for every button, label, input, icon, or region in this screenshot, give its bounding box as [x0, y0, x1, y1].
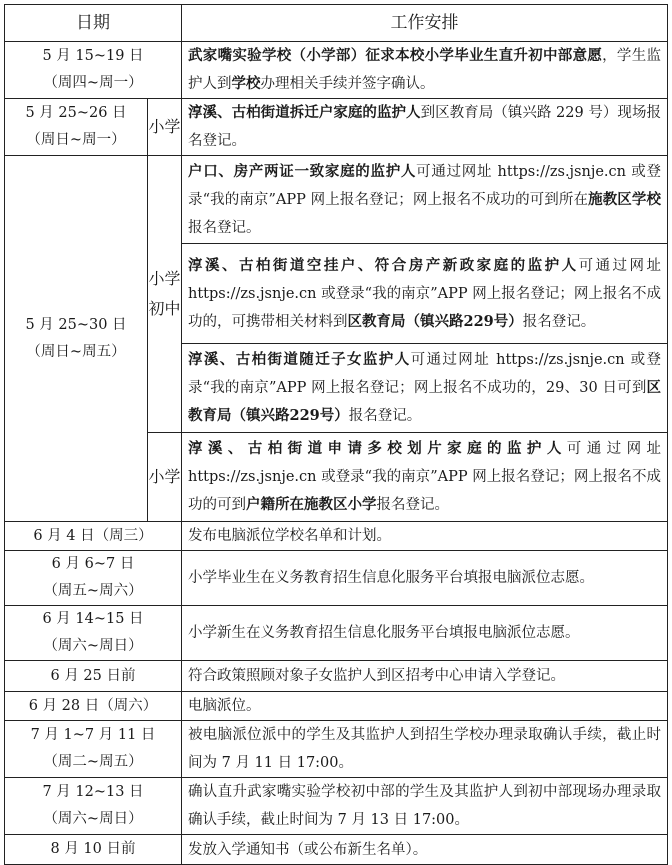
text: 办理相关手续并签字确认。 [260, 76, 435, 92]
date-line: （周二~周五） [43, 754, 143, 770]
enrollment-schedule-table [4, 4, 668, 865]
text: 报名登记。 [188, 219, 261, 236]
date-line: 5 月 25~26 日 [25, 105, 127, 121]
table-row [5, 99, 668, 156]
date-cell [5, 721, 182, 778]
level-cell: 小学 [148, 433, 182, 522]
work-cell [182, 522, 668, 551]
text: 报名登记。 [348, 408, 422, 424]
date-cell [5, 778, 182, 835]
date-line: 7 月 12~13 日 [42, 784, 144, 800]
date-cell [5, 661, 182, 692]
table-row [5, 522, 668, 551]
work-cell [182, 661, 668, 692]
bold-text: 区教育局（镇兴路229号） [347, 312, 523, 330]
table-row [5, 661, 668, 692]
bold-text: 学校 [231, 75, 261, 92]
text: 报名登记。 [522, 313, 596, 330]
text: 可通过网址 https://zs.jsnje.cn 或登录“我的南京”APP 网上报名登记；网上报名不成功的可到所在 [188, 163, 662, 208]
level-cell: 小学初中 [148, 156, 182, 433]
date-cell [5, 522, 182, 551]
date-cell [5, 551, 182, 606]
date-line: （周日~周一） [26, 132, 126, 148]
date-line: 6 月 25 日前 [50, 667, 136, 684]
text: 报名登记。 [376, 497, 449, 513]
text: 可通过网址 https://zs.jsnje.cn 或登录“我的南京”APP 网上报名登记；网上报名不成功的，29、30 日可到 [188, 352, 662, 396]
date-line: 6 月 28 日（周六） [28, 697, 158, 714]
date-line: 6 月 4 日（周三） [33, 527, 153, 544]
header-work: 工作安排 [182, 5, 668, 42]
work-cell [182, 778, 668, 835]
header-date: 日期 [5, 5, 182, 42]
work-cell [182, 551, 668, 606]
bold-text: 武家嘴实验学校（小学部）征求本校小学毕业生直升初中部意愿 [188, 47, 603, 64]
date-line: （周日~周五） [26, 343, 126, 360]
level-cell: 小学 [148, 99, 182, 156]
table-row [5, 835, 668, 865]
text: 符合政策照顾对象子女监护人到区招考中心申请入学登记。 [188, 668, 565, 684]
bold-text: 户口、房产两证一致家庭的监护人 [188, 162, 417, 180]
text: 被电脑派位派中的学生及其监护人到招生学校办理录取确认手续，截止时间为 7 月 11 日 17:00。 [188, 727, 661, 771]
text: ，学生监护人到 [188, 48, 662, 92]
work-cell [182, 721, 668, 778]
table-row [5, 721, 668, 778]
date-cell [5, 42, 182, 99]
work-cell [182, 99, 668, 156]
date-cell [5, 835, 182, 865]
date-line: （周五~周六） [43, 583, 143, 599]
text: 小学新生在义务教育招生信息化服务平台填报电脑派位志愿。 [188, 625, 580, 641]
date-line: 6 月 14~15 日 [42, 611, 144, 627]
date-cell [5, 99, 148, 156]
work-cell [182, 244, 668, 344]
table-row [5, 156, 668, 244]
bold-text: 施教区学校 [588, 190, 662, 208]
bold-text: 淳溪、古柏街道随迁子女监护人 [188, 351, 411, 368]
text: 电脑派位。 [188, 698, 261, 714]
date-cell [5, 606, 182, 661]
bold-text: 淳溪、古柏街道拆迁户家庭的监护人 [188, 104, 421, 121]
bold-text: 淳溪、古柏街道空挂户、符合房产新政家庭的监护人 [188, 256, 579, 274]
work-cell [182, 692, 668, 721]
text: 发放入学通知书（或公布新生名单）。 [188, 841, 428, 858]
text: 到区教育局（镇兴路 229 号）现场报名登记。 [188, 105, 662, 149]
date-line: 6 月 6~7 日 [51, 556, 135, 572]
text: 发布电脑派位学校名单和计划。 [188, 528, 391, 544]
date-line: （周六~周日） [43, 811, 143, 827]
work-cell [182, 606, 668, 661]
table-row [5, 551, 668, 606]
text: 小学毕业生在义务教育招生信息化服务平台填报电脑派位志愿。 [188, 570, 594, 586]
date-cell [5, 692, 182, 721]
text: 确认直升武家嘴实验学校初中部的学生及其监护人到初中部现场办理录取确认手续，截止时间为 7 月 13 日 17:00。 [188, 784, 661, 828]
work-cell [182, 344, 668, 433]
date-line: 8 月 10 日前 [50, 841, 136, 857]
work-cell [182, 835, 668, 865]
table-header [5, 5, 668, 42]
bold-text: 户籍所在施教区小学 [246, 496, 377, 513]
date-cell [5, 156, 148, 522]
table-row [5, 692, 668, 721]
text: 可通过网址 https://zs.jsnje.cn 或登录“我的南京”APP 网上报名登记；网上报名不成功的可到 [188, 441, 662, 513]
bold-text: 区教育局（镇兴路229号） [188, 379, 661, 424]
date-line: 7 月 1~7 月 11 日 [30, 727, 156, 743]
work-cell [182, 433, 668, 522]
text: 可通过网址 https://zs.jsnje.cn 或登录“我的南京”APP 网上报名登记；网上报名不成功的，可携带相关材料到 [188, 257, 662, 330]
date-line: （周四~周一） [43, 75, 143, 91]
date-line: （周六~周日） [43, 638, 143, 654]
bold-text: 淳溪、古柏街道申请多校划片家庭的监护人 [188, 440, 567, 457]
date-line: 5 月 25~30 日 [25, 316, 127, 333]
table-row [5, 42, 668, 99]
work-cell [182, 156, 668, 244]
table-row [5, 778, 668, 835]
date-line: 5 月 15~19 日 [42, 48, 144, 64]
table-row [5, 606, 668, 661]
work-cell [182, 42, 668, 99]
